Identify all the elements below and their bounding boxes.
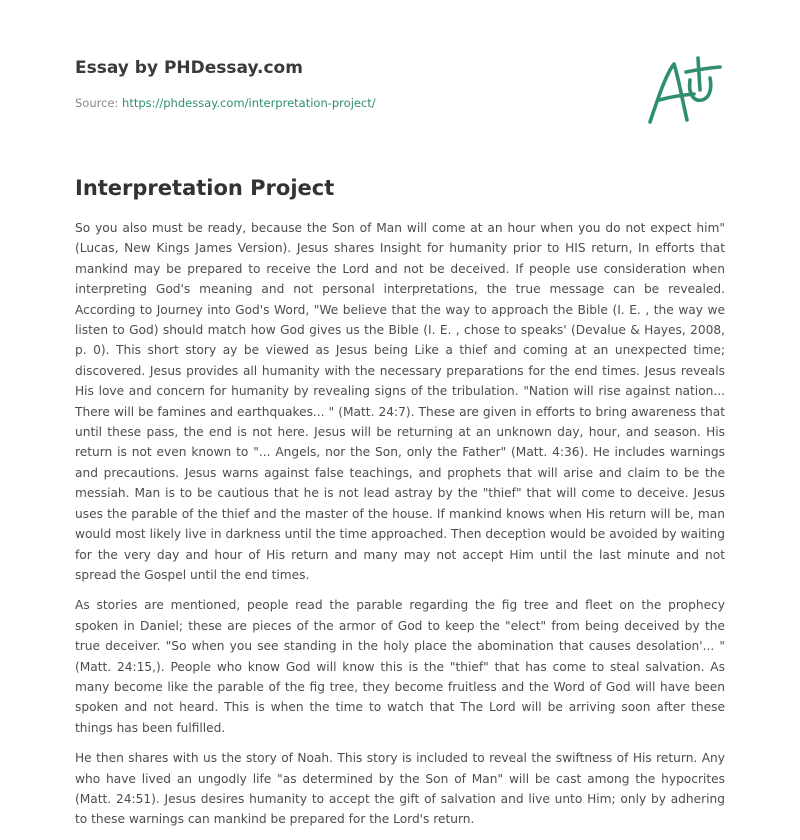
source-link[interactable]: https://phdessay.com/interpretation-project/: [122, 96, 376, 110]
source-line: [75, 96, 635, 110]
article-body: [75, 218, 725, 840]
source-label: Source:: [75, 96, 119, 110]
paragraph: As stories are mentioned, people read the parable regarding the fig tree and fleet on the prophecy spoken in Daniel; these are pieces of the armor of God to keep the "elect" from being deceived by the true deceiver. "So when you see standing in the holy place the abomination that causes desolation'... " (Matt. 24:15,). People who know God will know this is the "thief" that has come to steal salvation. As many become like the parable of the fig tree, they become fruitless and the Word of God will have been spoken and not heard. This is when the time to watch that The Lord will be arriving soon after these things has been fulfilled.: [75, 598, 725, 735]
essay-header: [75, 58, 635, 110]
paragraph: So you also must be ready, because the Son of Man will come at an hour when you do not expect him" (Lucas, New Kings James Version). Jesus shares Insight for humanity prior to HIS return, In efforts that mankind may be prepared to receive the Lord and not be deceived. If people use consideration when interpreting God's meaning and not personal interpretations, the true message can be revealed. According to Journey into God's Word, "We believe that the way to approach the Bible (I. E. , the way we listen to God) should match how God gives us the Bible (I. E. , chose to speaks' (Devalue & Hayes, 2008, p. 0). This short story ay be viewed as Jesus being Like a thief and coming at an unexpected time; discovered. Jesus provides all humanity with the necessary preparations for the end times. Jesus reveals His love and concern for humanity by revealing signs of the tribulation. "Nation will rise against nation... There will be famines and earthquakes... " (Matt. 24:7). These are given in efforts to bring awareness that until these pass, the end is not here. Jesus will be returning at an unknown day, hour, and season. His return is not even known to "... Angels, nor the Son, only the Father" (Matt. 4:36). He includes warnings and precautions. Jesus warns against false teachings, and prophets that will arise and claim to be the messiah. Man is to be cautious that he is not lead astray by the "thief" that will come to deceive. Jesus uses the parable of the thief and the master of the house. If mankind knows when His return will be, man would most likely live in darkness until the time approached. Then deception would be avoided by waiting for the very day and hour of His return and many may not accept Him until the last minute and not spread the Gospel until the end times.: [75, 221, 725, 582]
a-plus-logo-icon: [640, 50, 730, 130]
paragraph: He then shares with us the story of Noah. This story is included to reveal the swiftness of His return. Any who have lived an ungodly life "as determined by the Son of Man" will be cast among the hypocrites (Matt. 24:51). Jesus desires humanity to accept the gift of salvation and live unto Him; only by adhering to these warnings can mankind be prepared for the Lord's return.: [75, 751, 725, 827]
brand-title: Essay by PHDessay.com: [75, 58, 303, 78]
page-title: Interpretation Project: [75, 176, 335, 200]
